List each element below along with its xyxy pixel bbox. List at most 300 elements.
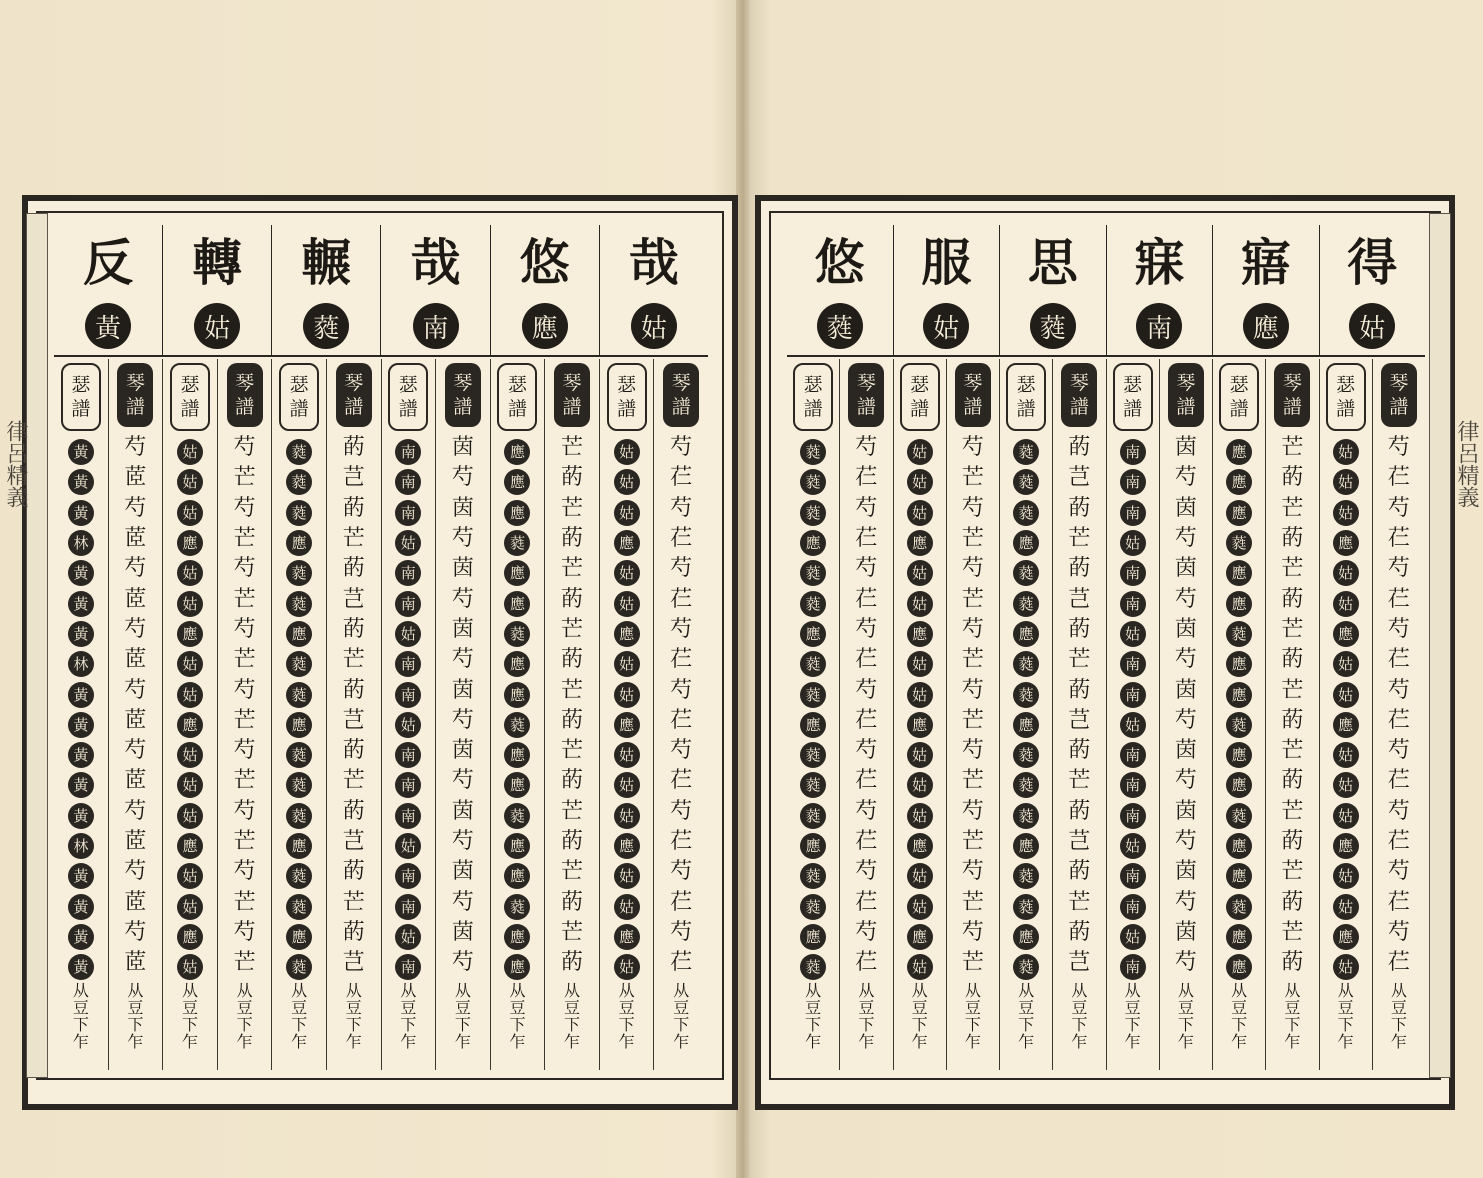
footnote-char: 豆	[805, 998, 822, 1017]
notation-cell: 菂	[1068, 859, 1091, 885]
notation-cell	[1333, 801, 1359, 831]
notation-cell	[395, 891, 421, 921]
notation-cell: 菂	[561, 526, 584, 552]
qin-score-label	[227, 363, 263, 427]
pitch-seal: 應	[177, 712, 203, 738]
notation-cell	[1013, 588, 1039, 618]
notation-cell	[907, 558, 933, 588]
notation-cell: 茵	[1174, 435, 1197, 461]
notation-cell	[907, 801, 933, 831]
notation-cell: 菂	[1281, 768, 1304, 794]
pitch-seal: 蕤	[1013, 682, 1039, 708]
lyric-header	[380, 225, 489, 355]
footnote-char: 从	[1284, 981, 1301, 1000]
notation-cell: 芒	[233, 950, 256, 976]
notation-cell: 芍	[124, 677, 147, 703]
lyric-header	[490, 225, 599, 355]
notation-cell: 茵	[451, 556, 474, 582]
notation-cell: 菂	[561, 950, 584, 976]
label-char: 瑟	[1336, 374, 1356, 396]
notation-cell	[395, 770, 421, 800]
notation-cell: 芒	[961, 707, 984, 733]
notation-cell: 芢	[1387, 707, 1410, 733]
notation-cell	[907, 498, 933, 528]
notation-cell	[1120, 588, 1146, 618]
notation-cell	[68, 891, 94, 921]
pitch-seal: 黃	[68, 682, 94, 708]
notation-cell	[614, 740, 640, 770]
label-char: 琴	[671, 372, 691, 394]
notation-cell	[177, 679, 203, 709]
label-char: 瑟	[71, 374, 91, 396]
footnote-char: 下	[1124, 1015, 1141, 1034]
notation-cell	[1013, 801, 1039, 831]
notation-cell: 芒	[233, 526, 256, 552]
notation-cell: 芒	[342, 526, 365, 552]
notation-cell: 芍	[233, 738, 256, 764]
pitch-seal: 黃	[68, 803, 94, 829]
footnote-char: 下	[618, 1015, 635, 1034]
notation-cell: 菂	[561, 889, 584, 915]
pitch-seal: 應	[1226, 560, 1252, 586]
footnote-char: 从	[858, 981, 875, 1000]
notation-column	[108, 359, 163, 1070]
notation-cells	[855, 433, 877, 978]
notation-cell	[504, 588, 530, 618]
notation-cell	[1013, 467, 1039, 497]
notation-cell: 菂	[561, 829, 584, 854]
lyric-header	[54, 225, 162, 355]
notation-cells	[452, 433, 474, 978]
column-footnote	[654, 982, 708, 1050]
label-char: 琴	[344, 372, 364, 394]
pitch-seal: 姑	[177, 772, 203, 798]
pitch-seal: 應	[907, 530, 933, 556]
left-score-columns	[54, 359, 708, 1070]
pitch-seal: 應	[1013, 712, 1039, 738]
notation-cell: 芍	[961, 859, 984, 885]
notation-cell	[504, 498, 530, 528]
notation-cell	[177, 952, 203, 982]
notation-cell	[907, 467, 933, 497]
notation-cell	[1120, 801, 1146, 831]
right-score-columns	[787, 359, 1425, 1070]
pitch-seal: 應	[907, 924, 933, 950]
pitch-seal: 南	[1120, 469, 1146, 495]
notation-column	[271, 359, 326, 1070]
pitch-seal: 應	[504, 682, 530, 708]
notation-column	[653, 359, 708, 1070]
notation-cell: 芍	[1174, 586, 1197, 612]
lyric-character: 寐	[1134, 233, 1185, 292]
notation-cell	[1333, 588, 1359, 618]
pitch-seal: 蕤	[504, 712, 530, 738]
lyric-character: 寤	[1240, 233, 1291, 292]
pitch-seal: 蕤	[800, 439, 826, 465]
notation-column	[1319, 359, 1372, 1070]
pitch-seal: 南	[1120, 439, 1146, 465]
pitch-seal: 姑	[177, 742, 203, 768]
pitch-seal: 應	[286, 530, 312, 556]
notation-cell	[395, 922, 421, 952]
notation-cell	[1333, 922, 1359, 952]
pitch-seal: 應	[1333, 924, 1359, 950]
pitch-seal: 應	[614, 833, 640, 859]
notation-cell	[177, 710, 203, 740]
notation-cell	[800, 679, 826, 709]
notation-cell	[1120, 770, 1146, 800]
lyric-header	[999, 225, 1106, 355]
notation-cell	[177, 528, 203, 558]
footnote-char: 豆	[182, 998, 199, 1017]
pitch-seal: 蕤	[800, 894, 826, 920]
pitch-seal: 姑	[177, 469, 203, 495]
footnote-char: 豆	[1390, 998, 1407, 1017]
footnote-char: 从	[291, 981, 308, 1000]
column-footnote	[1160, 982, 1212, 1050]
pitch-seal: 姑	[907, 954, 933, 980]
notation-cell	[1013, 679, 1039, 709]
mode-seal: 蕤	[303, 303, 349, 349]
pitch-seal: 蕤	[1013, 439, 1039, 465]
notation-cell: 菂	[1281, 526, 1304, 552]
pitch-seal: 姑	[1120, 712, 1146, 738]
notation-cell: 芒	[233, 889, 256, 915]
notation-cell: 芑	[342, 950, 365, 976]
notation-cell: 芑	[342, 465, 365, 491]
label-char: 瑟	[910, 374, 930, 396]
notation-cell	[177, 588, 203, 618]
notation-column	[544, 359, 599, 1070]
notation-cell	[800, 528, 826, 558]
notation-cell: 芍	[1387, 919, 1410, 945]
notation-cell	[907, 922, 933, 952]
footnote-char: 乍	[1124, 1032, 1141, 1051]
pitch-seal: 應	[1226, 772, 1252, 798]
footnote-char: 乍	[72, 1032, 89, 1051]
footnote-char: 乍	[1337, 1032, 1354, 1051]
pitch-seal: 姑	[614, 803, 640, 829]
notation-cell	[614, 619, 640, 649]
pitch-seal: 應	[1013, 530, 1039, 556]
pitch-seal: 應	[177, 833, 203, 859]
notation-cells	[1120, 437, 1146, 982]
notation-cell: 芢	[1387, 465, 1410, 491]
lyric-character: 輾	[301, 233, 352, 292]
notation-cell	[286, 740, 312, 770]
notation-cell	[614, 922, 640, 952]
pitch-seal: 應	[504, 742, 530, 768]
se-score-label	[1113, 363, 1153, 431]
notation-cell: 芒	[561, 738, 584, 764]
se-score-label	[900, 363, 940, 431]
notation-cell	[1226, 498, 1252, 528]
label-char: 琴	[856, 372, 876, 394]
notation-cell: 芒	[961, 586, 984, 612]
se-score-label	[1326, 363, 1366, 431]
notation-cell	[177, 770, 203, 800]
pitch-seal: 蕤	[286, 863, 312, 889]
notation-column	[1052, 359, 1105, 1070]
notation-cell: 菂	[1281, 950, 1304, 976]
pitch-seal: 姑	[614, 682, 640, 708]
notation-cell	[614, 528, 640, 558]
notation-cell	[286, 922, 312, 952]
pitch-seal: 姑	[1333, 682, 1359, 708]
qin-score-label	[848, 363, 884, 427]
notation-cell: 芒	[233, 586, 256, 612]
notation-cell	[1013, 649, 1039, 679]
pitch-seal: 姑	[1120, 924, 1146, 950]
notation-cell	[1120, 498, 1146, 528]
pitch-seal: 應	[1226, 500, 1252, 526]
footnote-char: 下	[127, 1015, 144, 1034]
notation-cell	[286, 831, 312, 861]
notation-cell: 芍	[233, 556, 256, 582]
notation-cell	[1333, 619, 1359, 649]
notation-cell	[614, 498, 640, 528]
pitch-seal: 應	[504, 469, 530, 495]
notation-cell	[1013, 831, 1039, 861]
footnote-char: 从	[964, 981, 981, 1000]
pitch-seal: 應	[1226, 651, 1252, 677]
notation-cell	[504, 558, 530, 588]
notation-column	[1372, 359, 1425, 1070]
lyric-character: 悠	[814, 233, 865, 292]
notation-cell	[177, 801, 203, 831]
notation-cell	[504, 679, 530, 709]
footnote-char: 乍	[345, 1032, 362, 1051]
footnote-char: 从	[72, 981, 89, 1000]
lyric-character: 哉	[628, 233, 679, 292]
label-char: 譜	[125, 396, 145, 418]
notation-cells	[1226, 437, 1252, 982]
label-char: 譜	[507, 398, 527, 420]
notation-cell: 芍	[670, 677, 693, 703]
notation-cells	[1175, 433, 1197, 978]
pitch-seal: 應	[504, 772, 530, 798]
notation-cell: 芍	[233, 798, 256, 824]
footnote-char: 乍	[236, 1032, 253, 1051]
notation-column	[893, 359, 946, 1070]
pitch-seal: 蕤	[504, 803, 530, 829]
notation-cell	[907, 891, 933, 921]
footnote-char: 乍	[911, 1032, 928, 1051]
notation-cell	[1013, 861, 1039, 891]
notation-cell: 芒	[561, 859, 584, 885]
notation-cell: 茵	[451, 435, 474, 461]
mode-seal: 蕤	[817, 303, 863, 349]
notation-cell: 芍	[1387, 798, 1410, 824]
mode-seal: 南	[1136, 303, 1182, 349]
notation-cell	[395, 740, 421, 770]
pitch-seal: 黃	[68, 439, 94, 465]
footnote-char: 从	[673, 981, 690, 1000]
notation-cell	[907, 588, 933, 618]
notation-cell	[395, 588, 421, 618]
pitch-seal: 林	[68, 651, 94, 677]
notation-cell	[1226, 740, 1252, 770]
notation-cell	[504, 922, 530, 952]
footnote-char: 乍	[1018, 1032, 1035, 1051]
pitch-seal: 姑	[395, 621, 421, 647]
notation-cell	[504, 649, 530, 679]
notation-cell	[1120, 528, 1146, 558]
notation-cell: 芍	[451, 768, 474, 794]
notation-cell: 芍	[670, 435, 693, 461]
notation-cell	[1333, 558, 1359, 588]
notation-cell: 菂	[1068, 495, 1091, 521]
footnote-char: 乍	[291, 1032, 308, 1051]
mode-seal: 南	[413, 303, 459, 349]
pitch-seal: 南	[395, 500, 421, 526]
notation-cell: 芢	[670, 889, 693, 915]
notation-cell: 芒	[961, 647, 984, 673]
pitch-seal: 黃	[68, 894, 94, 920]
notation-cell: 芍	[1387, 738, 1410, 764]
notation-cell	[800, 740, 826, 770]
footnote-char: 豆	[1124, 998, 1141, 1017]
pitch-seal: 姑	[614, 772, 640, 798]
notation-cell: 芢	[670, 526, 693, 552]
footnote-char: 下	[182, 1015, 199, 1034]
notation-cell: 茵	[1174, 919, 1197, 945]
notation-cell	[1120, 831, 1146, 861]
notation-cell: 芢	[670, 707, 693, 733]
notation-cell	[907, 831, 933, 861]
notation-cell: 芢	[855, 829, 878, 854]
notation-cell	[68, 498, 94, 528]
pitch-seal: 南	[395, 469, 421, 495]
notation-cell: 茝	[124, 889, 147, 915]
notation-cell: 芒	[342, 647, 365, 673]
notation-cell: 芍	[1174, 465, 1197, 491]
pitch-seal: 姑	[1120, 530, 1146, 556]
pitch-seal: 蕤	[1226, 803, 1252, 829]
pitch-seal: 蕤	[1226, 530, 1252, 556]
notation-cell	[395, 801, 421, 831]
notation-cell	[395, 558, 421, 588]
pitch-seal: 南	[395, 682, 421, 708]
footnote-char: 下	[1071, 1015, 1088, 1034]
notation-cell: 茝	[124, 707, 147, 733]
footnote-char: 下	[805, 1015, 822, 1034]
notation-cell	[1333, 498, 1359, 528]
notation-cell: 芢	[670, 768, 693, 794]
notation-cell	[68, 437, 94, 467]
pitch-seal: 姑	[1333, 500, 1359, 526]
notation-cell: 芍	[233, 859, 256, 885]
mode-seal: 蕤	[1030, 303, 1076, 349]
notation-cell	[614, 437, 640, 467]
notation-cell: 菂	[1281, 465, 1304, 491]
pitch-seal: 姑	[907, 894, 933, 920]
notation-cell: 芢	[855, 647, 878, 673]
footnote-char: 从	[911, 981, 928, 1000]
column-footnote	[163, 982, 217, 1050]
notation-cell	[1333, 740, 1359, 770]
pitch-seal: 應	[504, 833, 530, 859]
notation-cell	[286, 649, 312, 679]
footnote-char: 下	[1018, 1015, 1035, 1034]
pitch-seal: 蕤	[800, 772, 826, 798]
notation-column	[787, 359, 839, 1070]
notation-cell: 芍	[1387, 556, 1410, 582]
pitch-seal: 姑	[1333, 560, 1359, 586]
notation-cell	[1013, 740, 1039, 770]
notation-cell: 芍	[670, 495, 693, 521]
notation-cell: 芒	[1281, 435, 1304, 461]
right-margin-strip	[1429, 213, 1451, 1078]
notation-cell: 芍	[124, 859, 147, 885]
notation-cell: 芒	[233, 707, 256, 733]
notation-cell: 茵	[1174, 859, 1197, 885]
pitch-seal: 姑	[907, 803, 933, 829]
notation-cell: 菂	[561, 586, 584, 612]
notation-cell	[68, 952, 94, 982]
notation-cell	[1333, 467, 1359, 497]
notation-cell	[614, 588, 640, 618]
pitch-seal: 蕤	[1013, 863, 1039, 889]
pitch-seal: 姑	[907, 500, 933, 526]
pitch-seal: 蕤	[286, 772, 312, 798]
notation-cell: 芍	[670, 919, 693, 945]
notation-cell: 芑	[1068, 829, 1091, 854]
label-char: 瑟	[507, 374, 527, 396]
pitch-seal: 應	[286, 621, 312, 647]
label-char: 譜	[856, 396, 876, 418]
pitch-seal: 應	[1226, 863, 1252, 889]
notation-cell	[614, 467, 640, 497]
notation-cell	[504, 528, 530, 558]
notation-cell: 菂	[342, 677, 365, 703]
notation-cell	[614, 952, 640, 982]
notation-cell	[1120, 710, 1146, 740]
notation-cell: 芒	[342, 889, 365, 915]
column-footnote	[436, 982, 490, 1050]
notation-cell: 芍	[124, 435, 147, 461]
notation-cell	[68, 831, 94, 861]
notation-cells	[177, 437, 203, 982]
pitch-seal: 蕤	[1013, 803, 1039, 829]
footnote-char: 豆	[236, 998, 253, 1017]
notation-cell	[177, 922, 203, 952]
notation-cell: 菂	[342, 738, 365, 764]
notation-cell	[1013, 558, 1039, 588]
pitch-seal: 應	[1226, 833, 1252, 859]
notation-cell	[504, 801, 530, 831]
notation-cell	[1333, 770, 1359, 800]
notation-cell: 芑	[342, 829, 365, 854]
footnote-char: 乍	[1231, 1032, 1248, 1051]
footnote-char: 乍	[1177, 1032, 1194, 1051]
footnote-char: 乍	[127, 1032, 144, 1051]
pitch-seal: 姑	[614, 863, 640, 889]
notation-cell: 茵	[451, 798, 474, 824]
notation-cell: 菂	[1068, 435, 1091, 461]
pitch-seal: 姑	[1333, 954, 1359, 980]
notation-cell: 菂	[1068, 677, 1091, 703]
pitch-seal: 南	[1120, 682, 1146, 708]
label-char: 琴	[963, 372, 983, 394]
notation-cell	[1333, 679, 1359, 709]
pitch-seal: 蕤	[800, 651, 826, 677]
mode-seal: 姑	[631, 303, 677, 349]
notation-cell	[395, 649, 421, 679]
notation-cell: 菂	[1068, 919, 1091, 945]
label-char: 琴	[125, 372, 145, 394]
notation-cell	[1226, 437, 1252, 467]
